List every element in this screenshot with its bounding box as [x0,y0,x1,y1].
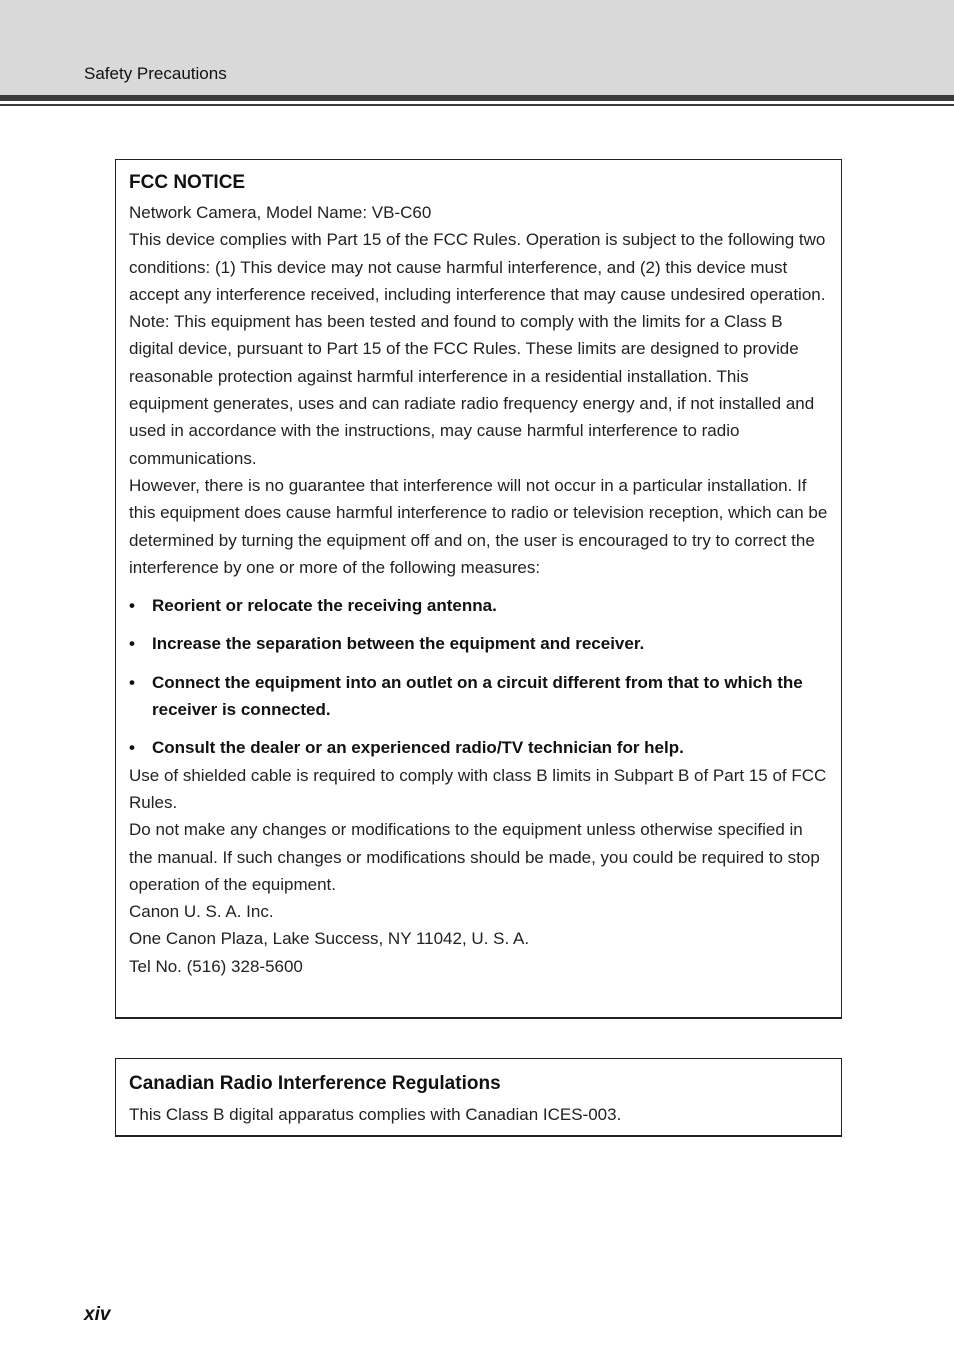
list-item [129,630,828,657]
header-rule-thick [0,95,954,101]
however-paragraph: However, there is no guarantee that interference will not occur in a particular installation. If this equipment does cause harmful interference to radio or television reception, which can be determined by turning the equipment off and on, the user is encouraged to try to correct the interference by one or more of the following measures: [129,475,828,577]
canadian-text: This Class B digital apparatus complies with Canadian ICES-003. [129,1105,622,1124]
measure-text: Consult the dealer or an experienced radio/TV technician for help. [152,738,684,758]
measure-text: Reorient or relocate the receiving antenna. [152,596,497,616]
note-paragraph: Note: This equipment has been tested and found to comply with the limits for a Class B digital device, pursuant to Part 15 of the FCC Rules. These limits are designed to provide reasonable protection against harmful interference in a residential installation. This equipment generates, uses and can radiate radio frequency energy and, if not installed and used in accordance with the instructions, may cause harmful interference to radio communications. [129,312,815,468]
list-item [129,669,828,724]
canadian-title: Canadian Radio Interference Regulations [129,1073,501,1094]
model-line: Network Camera, Model Name: VB-C60 [129,203,432,222]
measure-text: Increase the separation between the equipment and receiver. [152,634,645,654]
bullet-icon: • [129,738,135,758]
section-title: Safety Precautions [84,64,227,83]
modifications-paragraph: Do not make any changes or modifications to the equipment unless otherwise specified in the manual. If such changes or modifications should be made, you could be required to stop operation of the equipment. [129,820,820,894]
measures-list [129,592,828,761]
list-item [129,592,828,619]
header-rule-thin [0,104,954,106]
company-phone: Tel No. (516) 328-5600 [129,956,303,976]
fcc-notice-box [115,159,842,1019]
canadian-regulations-box [115,1058,842,1137]
compliance-paragraph: This device complies with Part 15 of the FCC Rules. Operation is subject to the following two conditions: (1) This device may not cause harmful interference, and (2) this device must accept any interference received, including interference that may cause undesired operation. [129,230,826,304]
company-name: Canon U. S. A. Inc. [129,902,274,922]
shielded-cable-paragraph: Use of shielded cable is required to comply with class B limits in Subpart B of Part 15 of FCC Rules. [129,765,827,812]
bullet-icon: • [129,672,135,692]
list-item [129,734,828,761]
page-number: xiv [84,1304,111,1325]
measure-text: Connect the equipment into an outlet on a circuit different from that to which the receiver is connected. [152,672,803,720]
company-address: One Canon Plaza, Lake Success, NY 11042, U. S. A. [129,929,530,949]
fcc-notice-title: FCC NOTICE [129,172,246,193]
bullet-icon: • [129,596,135,616]
bullet-icon: • [129,634,135,654]
